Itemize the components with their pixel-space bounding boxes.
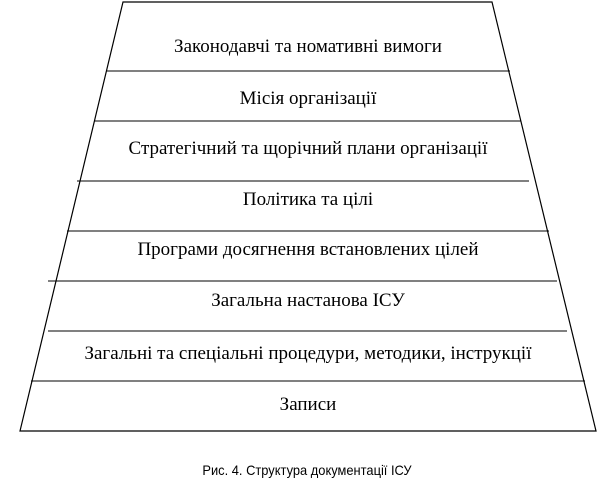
tier-label: Загальні та спеціальні процедури, методики, інструкції — [84, 343, 532, 364]
tier-label: Стратегічний та щорічний плани організації — [128, 138, 488, 159]
tier-label: Загальна настанова ІСУ — [211, 290, 405, 311]
tier-label: Законодавчі та номативні вимоги — [174, 36, 442, 57]
tier-label: Місія організації — [239, 88, 377, 109]
pyramid-tiers — [20, 2, 596, 431]
tier-label: Записи — [279, 394, 337, 415]
tier-label: Програми досягнення встановлених цілей — [137, 239, 479, 260]
tier-label: Політика та цілі — [242, 189, 374, 210]
pyramid-outline — [20, 2, 596, 431]
figure-caption: Рис. 4. Структура документації ІСУ — [202, 462, 412, 478]
